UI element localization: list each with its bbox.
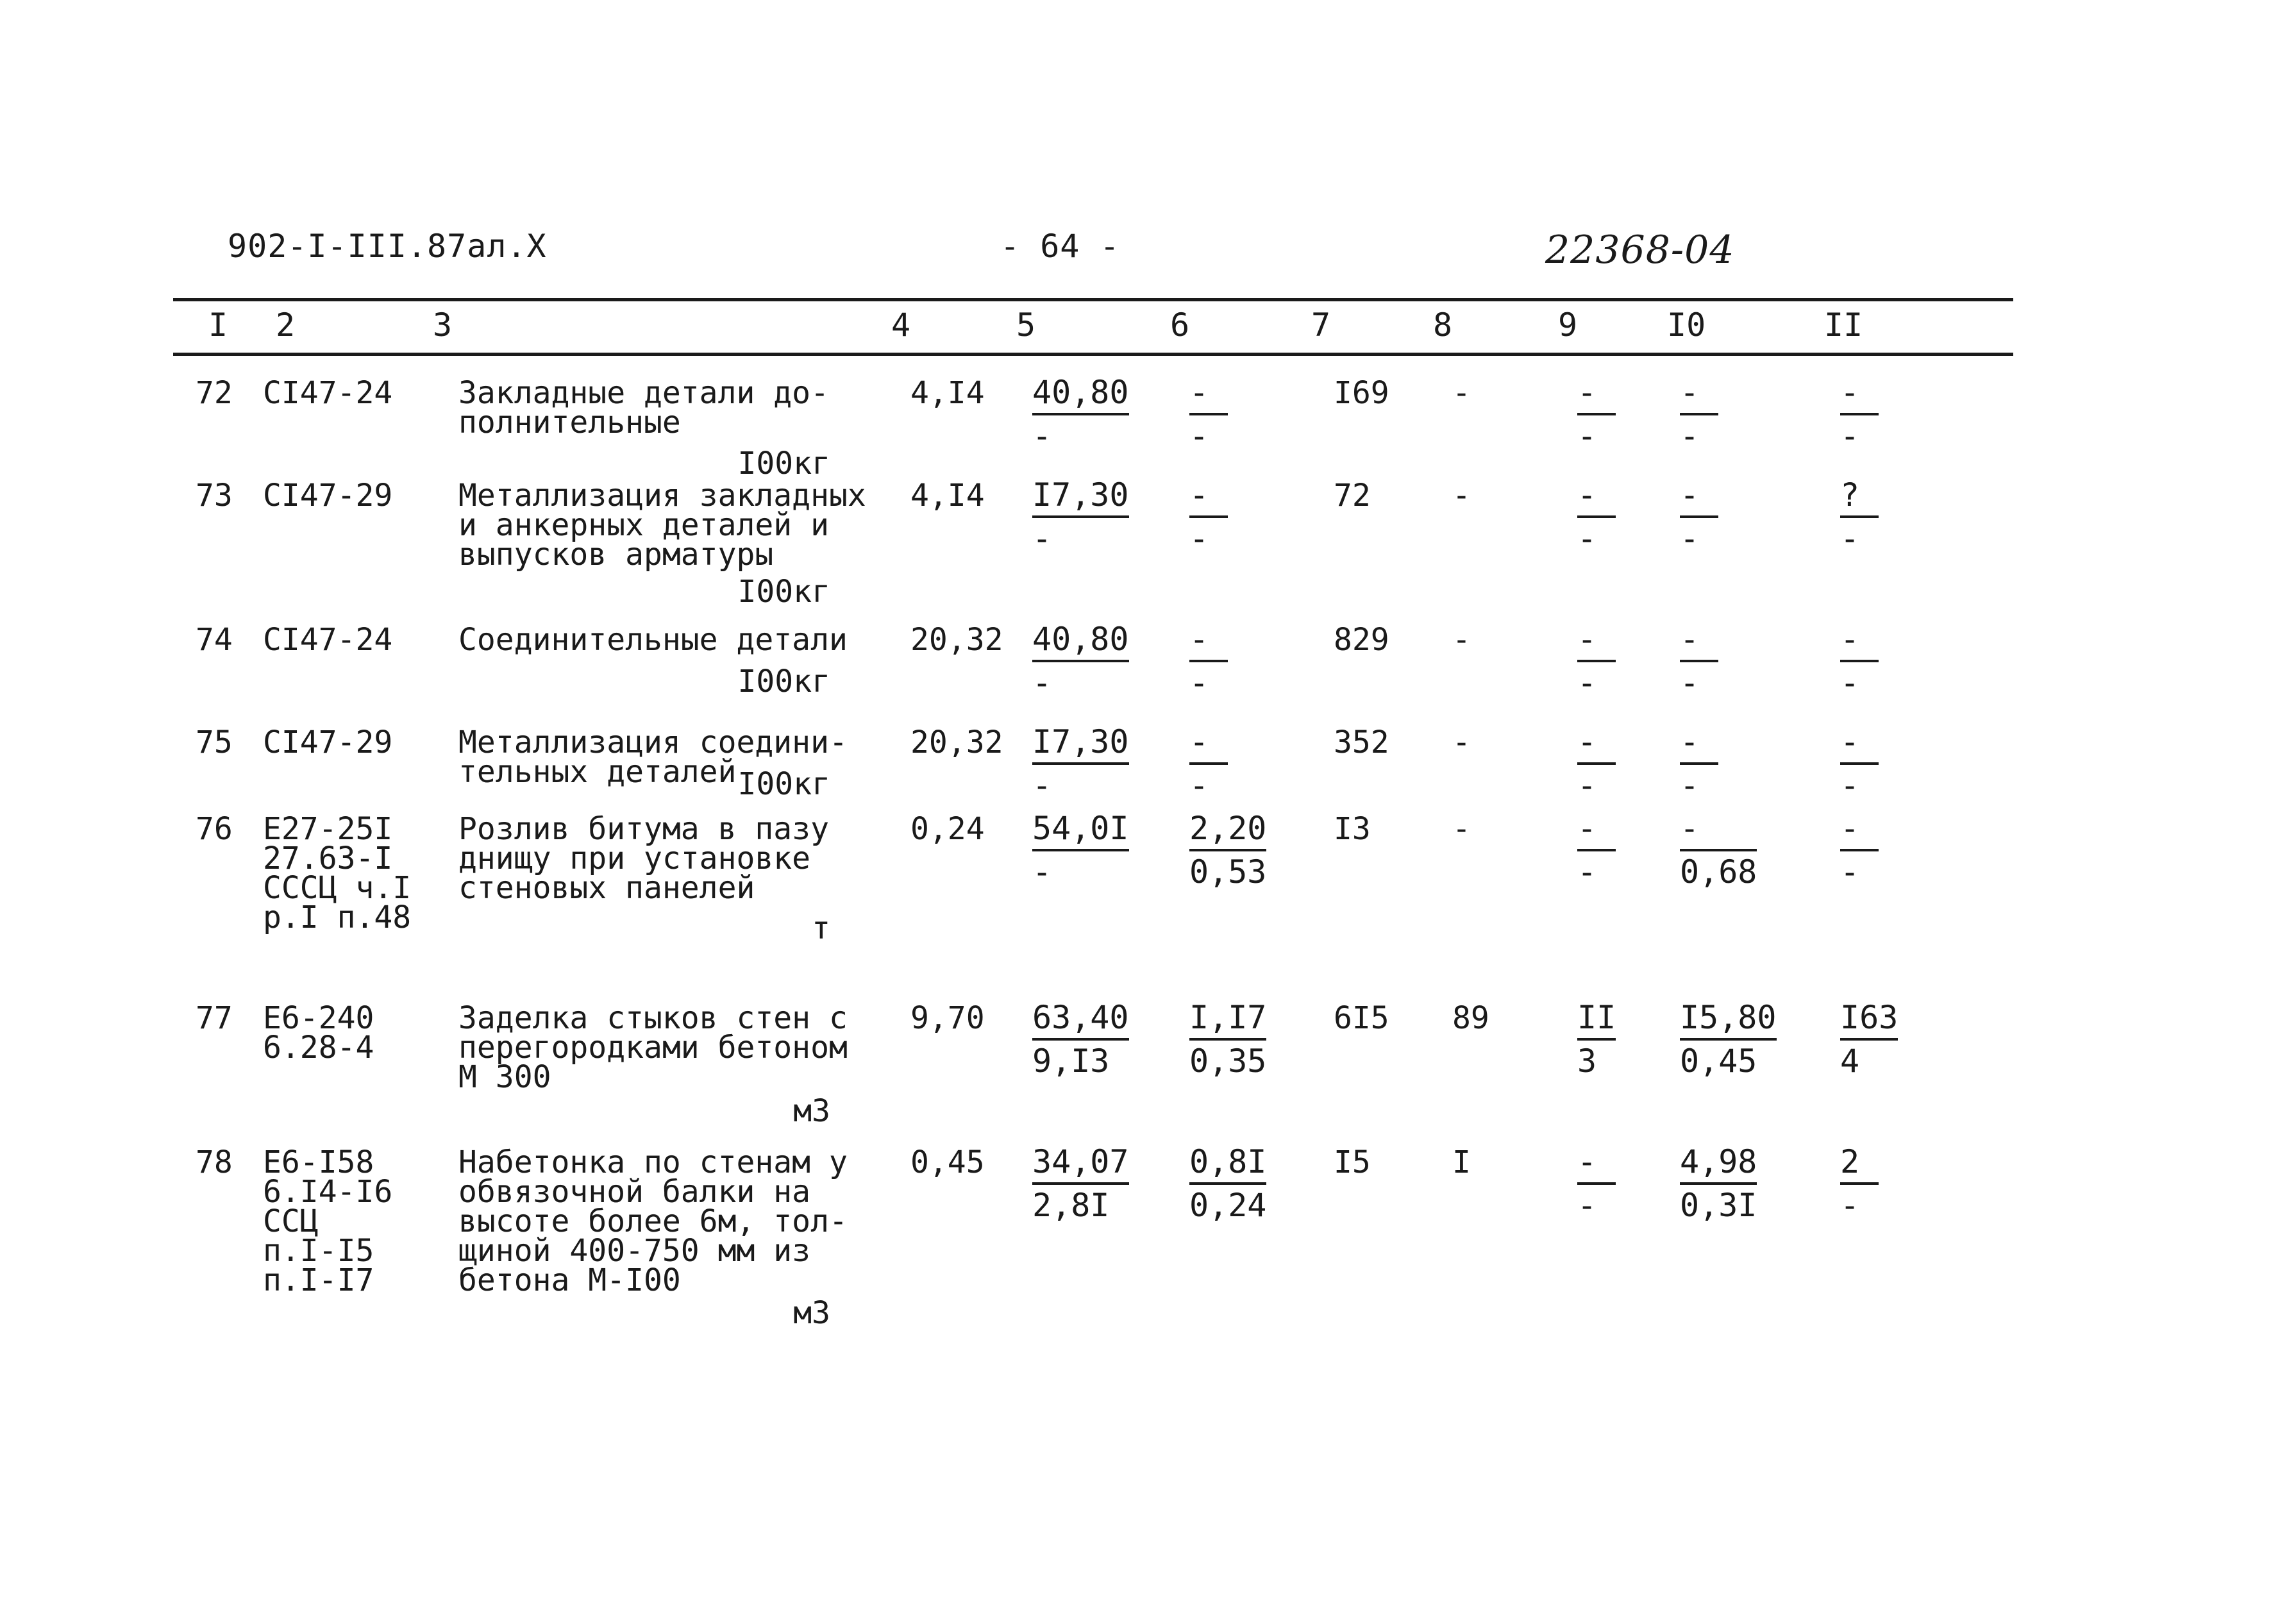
resource-code: СI47-29 [263,478,393,514]
value-col11-numerator: 2 [1840,1145,1879,1185]
value-col9-denominator: - [1577,853,1597,891]
value-col11 [1840,1001,1898,1078]
value-col11-denominator: - [1840,767,1860,804]
cost-col5-numerator: 34,07 [1032,1145,1129,1185]
column-header: 3 [433,306,453,344]
value-col10-denominator: - [1680,664,1700,701]
cost-col5-denominator: - [1032,417,1052,455]
cost-col6-numerator: 0,8I [1189,1145,1266,1185]
value-col11-denominator: - [1840,1187,1860,1224]
value-col11 [1840,623,1879,699]
resource-code: СI47-24 [263,375,393,411]
value-col11 [1840,1145,1879,1222]
work-description: Соединительные детали [458,622,848,658]
cost-col6-numerator: - [1189,623,1228,662]
cost-col5-denominator: 2,8I [1032,1187,1110,1224]
value-col11-numerator: - [1840,725,1879,765]
value-col9-denominator: - [1577,417,1597,455]
column-header: 2 [276,306,296,344]
column-header: I [208,306,228,344]
value-col9-numerator: - [1577,812,1616,851]
value-col9-numerator: - [1577,478,1616,518]
cost-col6-denominator: - [1189,664,1209,701]
cost-col5-denominator: - [1032,767,1052,804]
value-col10-numerator: 4,98 [1680,1145,1757,1185]
column-header: 8 [1433,306,1453,344]
cost-col6 [1189,376,1228,453]
cost-col6-denominator: - [1189,417,1209,455]
value-col10 [1680,1145,1757,1222]
value-col11-numerator: I63 [1840,1001,1898,1041]
value-col7: I5 [1334,1144,1371,1180]
cost-col6-numerator: - [1189,725,1228,765]
value-col9-denominator: - [1577,520,1597,557]
cost-col5 [1032,376,1129,453]
quantity-value: 20,32 [910,724,1003,760]
quantity-value: 9,70 [910,1000,985,1036]
column-header: 7 [1311,306,1331,344]
resource-code: Е27-25I 27.63-I СССЦ ч.I р.I п.48 [263,811,412,935]
cost-col5-denominator: 9,I3 [1032,1042,1110,1080]
value-col11 [1840,376,1879,453]
cost-col5-numerator: 40,80 [1032,376,1129,415]
value-col9 [1577,812,1616,889]
value-col7: 352 [1334,724,1389,760]
cost-col6 [1189,1001,1266,1078]
resource-code: СI47-24 [263,622,393,658]
quantity-value: 0,45 [910,1144,985,1180]
value-col9 [1577,725,1616,802]
cost-col5 [1032,478,1129,555]
row-number: 75 [196,724,233,760]
cost-col6 [1189,725,1228,802]
cost-col6-numerator: - [1189,478,1228,518]
column-header: II [1824,306,1863,344]
value-col7: I3 [1334,811,1371,847]
work-description: Закладные детали до- полнительные [458,375,829,440]
value-col9 [1577,478,1616,555]
value-col9-numerator: - [1577,1145,1616,1185]
value-col11-denominator: 4 [1840,1042,1860,1080]
value-col7: 829 [1334,622,1389,658]
value-col10-numerator: - [1680,623,1718,662]
value-col10-denominator: 0,68 [1680,853,1757,891]
measure-unit: т [812,910,830,946]
value-col9-denominator: - [1577,1187,1597,1224]
value-col10 [1680,478,1718,555]
value-col8: - [1452,478,1471,514]
cost-col6 [1189,478,1228,555]
value-col10 [1680,376,1718,453]
value-col10 [1680,725,1718,802]
page-number: - 64 - [1000,228,1120,265]
cost-col5 [1032,623,1129,699]
table-header-rule [173,353,2013,356]
value-col10-denominator: - [1680,767,1700,804]
value-col10-numerator: - [1680,725,1718,765]
table-top-rule [173,298,2013,301]
value-col9 [1577,1145,1616,1222]
value-col10 [1680,623,1718,699]
value-col10-denominator: - [1680,417,1700,455]
column-header: 5 [1016,306,1036,344]
value-col11-numerator: - [1840,812,1879,851]
value-col11-numerator: - [1840,623,1879,662]
resource-code: Е6-240 6.28-4 [263,1000,374,1066]
value-col9-numerator: - [1577,623,1616,662]
cost-col5-denominator: - [1032,664,1052,701]
cost-col6-numerator: 2,20 [1189,812,1266,851]
value-col9 [1577,1001,1616,1078]
column-header: 9 [1558,306,1578,344]
cost-col6-numerator: - [1189,376,1228,415]
cost-col5-denominator: - [1032,853,1052,891]
cost-col6-denominator: - [1189,520,1209,557]
doc-stamp-number: 22368-04 [1545,228,1735,272]
value-col8: - [1452,375,1471,411]
value-col9-denominator: - [1577,664,1597,701]
work-description: Розлив битума в пазу днищу при установке стеновых панелей [458,811,829,906]
row-number: 74 [196,622,233,658]
measure-unit: I00кг [737,574,830,610]
cost-col5 [1032,1145,1129,1222]
value-col9-numerator: II [1577,1001,1616,1041]
column-header: 4 [891,306,911,344]
cost-col5-numerator: I7,30 [1032,725,1129,765]
value-col10-numerator: I5,80 [1680,1001,1777,1041]
column-header: 6 [1170,306,1190,344]
value-col11-numerator: ? [1840,478,1879,518]
value-col10-denominator: 0,3I [1680,1187,1757,1224]
value-col10 [1680,812,1757,889]
row-number: 76 [196,811,233,847]
row-number: 78 [196,1144,233,1180]
resource-code: Е6-I58 6.I4-I6 ССЦ п.I-I5 п.I-I7 [263,1144,393,1298]
work-description: Металлизация соедини- тельных деталей [458,724,848,790]
column-header: I0 [1667,306,1706,344]
cost-col6-denominator: 0,35 [1189,1042,1267,1080]
cost-col6 [1189,812,1266,889]
cost-col6 [1189,623,1228,699]
measure-unit: I00кг [737,664,830,699]
measure-unit: м3 [793,1295,830,1331]
value-col11-denominator: - [1840,417,1860,455]
resource-code: СI47-29 [263,724,393,760]
value-col11-denominator: - [1840,853,1860,891]
value-col11 [1840,478,1879,555]
work-description: Набетонка по стенам у обвязочной балки на высоте более 6м, тол- щиной 400-750 мм из бетона М-I00 [458,1144,848,1298]
cost-col5-numerator: 63,40 [1032,1001,1129,1041]
quantity-value: 4,I4 [910,375,985,411]
value-col11-denominator: - [1840,664,1860,701]
cost-col5 [1032,725,1129,802]
cost-col5-numerator: 54,0I [1032,812,1129,851]
measure-unit: I00кг [737,446,830,481]
cost-col5 [1032,812,1129,889]
value-col9-denominator: 3 [1577,1042,1597,1080]
measure-unit: I00кг [737,766,830,802]
value-col11 [1840,725,1879,802]
value-col7: 72 [1334,478,1371,514]
value-col10-denominator: - [1680,520,1700,557]
cost-col5 [1032,1001,1129,1078]
row-number: 72 [196,375,233,411]
quantity-value: 4,I4 [910,478,985,514]
row-number: 77 [196,1000,233,1036]
work-description: Заделка стыков стен с перегородками бетоном М 300 [458,1000,848,1095]
value-col10-numerator: - [1680,478,1718,518]
cost-col6-denominator: 0,24 [1189,1187,1267,1224]
value-col10-numerator: - [1680,812,1757,851]
value-col11 [1840,812,1879,889]
quantity-value: 20,32 [910,622,1003,658]
value-col9-numerator: - [1577,376,1616,415]
value-col8: 89 [1452,1000,1489,1036]
value-col8: - [1452,724,1471,760]
value-col8: I [1452,1144,1471,1180]
value-col7: 6I5 [1334,1000,1389,1036]
cost-col6-numerator: I,I7 [1189,1001,1266,1041]
value-col11-denominator: - [1840,520,1860,557]
value-col8: - [1452,622,1471,658]
cost-col6-denominator: 0,53 [1189,853,1267,891]
cost-col5-numerator: I7,30 [1032,478,1129,518]
row-number: 73 [196,478,233,514]
value-col7: I69 [1334,375,1389,411]
value-col8: - [1452,811,1471,847]
cost-col5-denominator: - [1032,520,1052,557]
work-description: Металлизация закладных и анкерных деталей и выпусков арматуры [458,478,866,573]
cost-col5-numerator: 40,80 [1032,623,1129,662]
cost-col6 [1189,1145,1266,1222]
measure-unit: м3 [793,1093,830,1129]
value-col9 [1577,623,1616,699]
value-col10 [1680,1001,1777,1078]
value-col10-numerator: - [1680,376,1718,415]
quantity-value: 0,24 [910,811,985,847]
value-col9-numerator: - [1577,725,1616,765]
cost-col6-denominator: - [1189,767,1209,804]
doc-code: 902-I-III.87ал.X [228,228,547,265]
value-col9 [1577,376,1616,453]
value-col10-denominator: 0,45 [1680,1042,1757,1080]
value-col9-denominator: - [1577,767,1597,804]
value-col11-numerator: - [1840,376,1879,415]
